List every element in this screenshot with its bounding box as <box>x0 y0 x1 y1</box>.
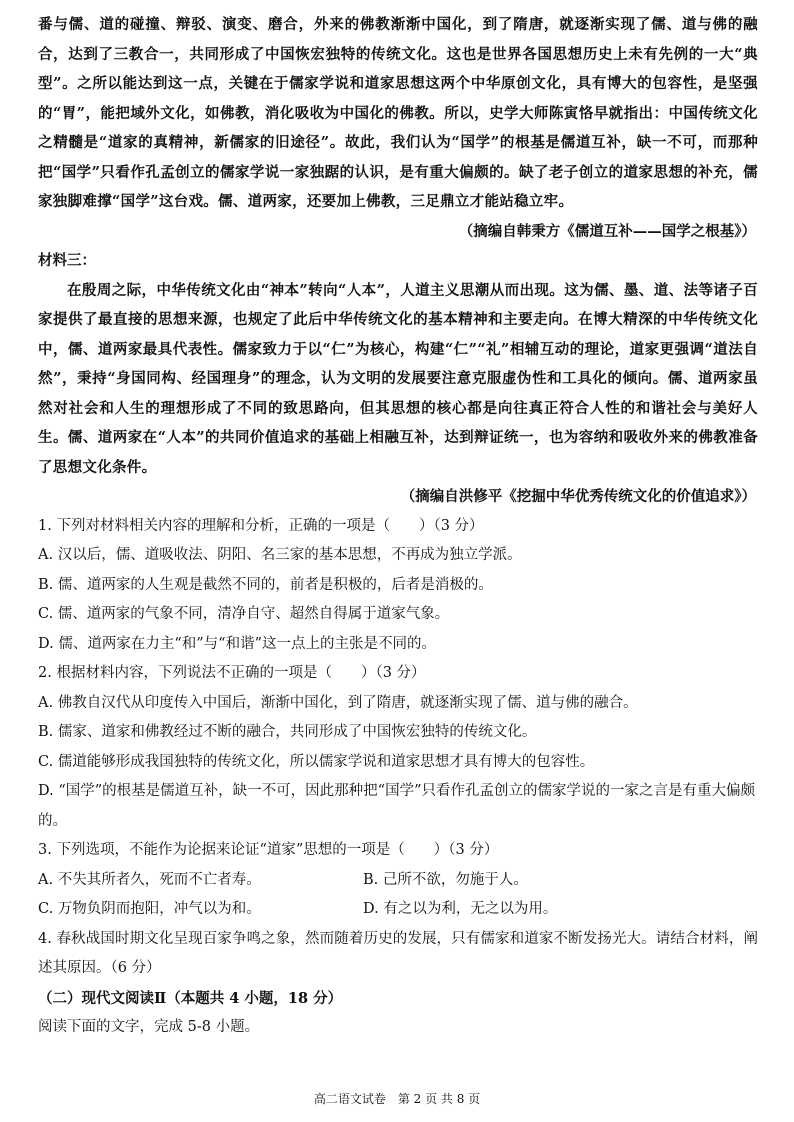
material2-source: （摘编自韩秉方《儒道互补——国学之根基》） <box>458 222 756 240</box>
question-1-option-c: C. 儒、道两家的气象不同，清净自守、超然自得属于道家气象。 <box>38 606 450 622</box>
section-2-title: （二）现代文阅读Ⅱ（本题共 4 小题，18 分） <box>38 989 343 1007</box>
page-footer: 高二语文试卷 第 2 页 共 8 页 <box>313 1092 481 1106</box>
material2-tail-paragraph: 番与儒、道的碰撞、辩驳、演变、磨合，外来的佛教渐渐中国化，到了隋唐，就逐渐实现了儒、道与佛的融合，达到了三教合一，共同形成了中国恢宏独特的传统文化。这也是世界各国思想历史上未有先例的一大“典型”。之所以能达到这一点，关键在于儒家学说和道家思想这两个中华原创文化，具有博大的包容性，是坚强的“胃”，能把域外文化，如佛教，消化吸收为中国化的佛教。所以，史学大师陈寅恪早就指出：中国传统文化之精髓是“道家的真精神，新儒家的旧途径”。故此，我们认为“国学”的根基是儒道互补，缺一不可，而那种把“国学”只看作孔孟创立的儒家学说一家独踞的认识，是有重大偏颇的。缺了老子创立的道家思想的补充，儒家独脚难撑“国学”这台戏。儒、道两家，还要加上佛教，三足鼎立才能站稳立牢。 <box>38 16 758 210</box>
question-2 <box>38 659 758 836</box>
question-3-options-row-1 <box>38 866 758 896</box>
question-1-option-a: A. 汉以后，儒、道吸收法、阴阳、名三家的基本思想，不再成为独立学派。 <box>38 547 522 563</box>
question-1 <box>38 512 758 660</box>
section-2-instruction: 阅读下面的文字，完成 5-8 小题。 <box>38 1019 260 1035</box>
question-3-option-b: B. 己所不欲，勿施于人。 <box>363 871 528 888</box>
question-4 <box>38 925 758 984</box>
question-3-options-row-2 <box>38 895 758 925</box>
question-2-option-d: D. “国学”的根基是儒道互补，缺一不可，因此那种把“国学”只看作孔孟创立的儒家学说的一家之言是有重大偏颇的。 <box>38 783 755 829</box>
question-1-option-b: B. 儒、道两家的人生观是截然不同的，前者是积极的，后者是消极的。 <box>38 576 493 593</box>
question-1-stem: 1. 下列对材料相关内容的理解和分析，正确的一项是（ ）（3 分） <box>38 517 484 534</box>
question-1-option-d: D. 儒、道两家在力主“和”与“和谐”这一点上的主张是不同的。 <box>38 635 436 652</box>
question-2-option-c: C. 儒道能够形成我国独特的传统文化，所以儒家学说和道家思想才具有博大的包容性。 <box>38 753 595 770</box>
question-2-option-a: A. 佛教自汉代从印度传入中国后，渐渐中国化，到了隋唐，就逐渐实现了儒、道与佛的融合。 <box>38 694 638 711</box>
question-3-option-c: C. 万物负阴而抱阳，冲气以为和。 <box>38 901 261 917</box>
question-2-option-b: B. 儒家、道家和佛教经过不断的融合，共同形成了中国恢宏独特的传统文化。 <box>38 724 537 740</box>
material3-label: 材料三： <box>38 252 96 269</box>
question-2-stem: 2. 根据材料内容，下列说法不正确的一项是（ ）（3 分） <box>38 665 426 681</box>
question-3-stem: 3. 下列选项，不能作为论据来论证“道家”思想的一项是（ ）（3 分） <box>38 842 499 858</box>
question-3 <box>38 836 758 925</box>
question-4-stem: 4. 春秋战国时期文化呈现百家争鸣之象，然而随着历史的发展，只有儒家和道家不断发扬光大。请结合材料，阐述其原因。（6 分） <box>38 930 758 976</box>
exam-page <box>38 10 758 1043</box>
material3-paragraph: 在殷周之际，中华传统文化由“神本”转向“人本”，人道主义思潮从而出现。这为儒、墨、道、法等诸子百家提供了最直接的思想来源，也规定了此后中华传统文化的基本精神和主要走向。在博大精深的中华传统文化中，儒、道两家最具代表性。儒家致力于以“仁”为核心，构建“仁”“礼”相辅互动的理论，道家更强调“道法自然”，秉持“身国同构、经国理身”的理念，认为文明的发展要注意克服虚伪性和工具化的倾向。儒、道两家虽然对社会和人生的理想形成了不同的致思路向，但其思想的核心都是向往真正符合人性的和谐社会与美好人生。儒、道两家在“人本”的共同价值追求的基础上相融互补，达到辩证统一，也为容纳和吸收外来的佛教准备了思想文化条件。 <box>38 281 758 476</box>
material3-source: （摘编自洪修平《挖掘中华优秀传统文化的价值追求》） <box>400 488 756 505</box>
question-3-option-a: A. 不失其所者久，死而不亡者寿。 <box>38 871 261 888</box>
question-3-option-d: D. 有之以为利，无之以为用。 <box>363 901 558 917</box>
